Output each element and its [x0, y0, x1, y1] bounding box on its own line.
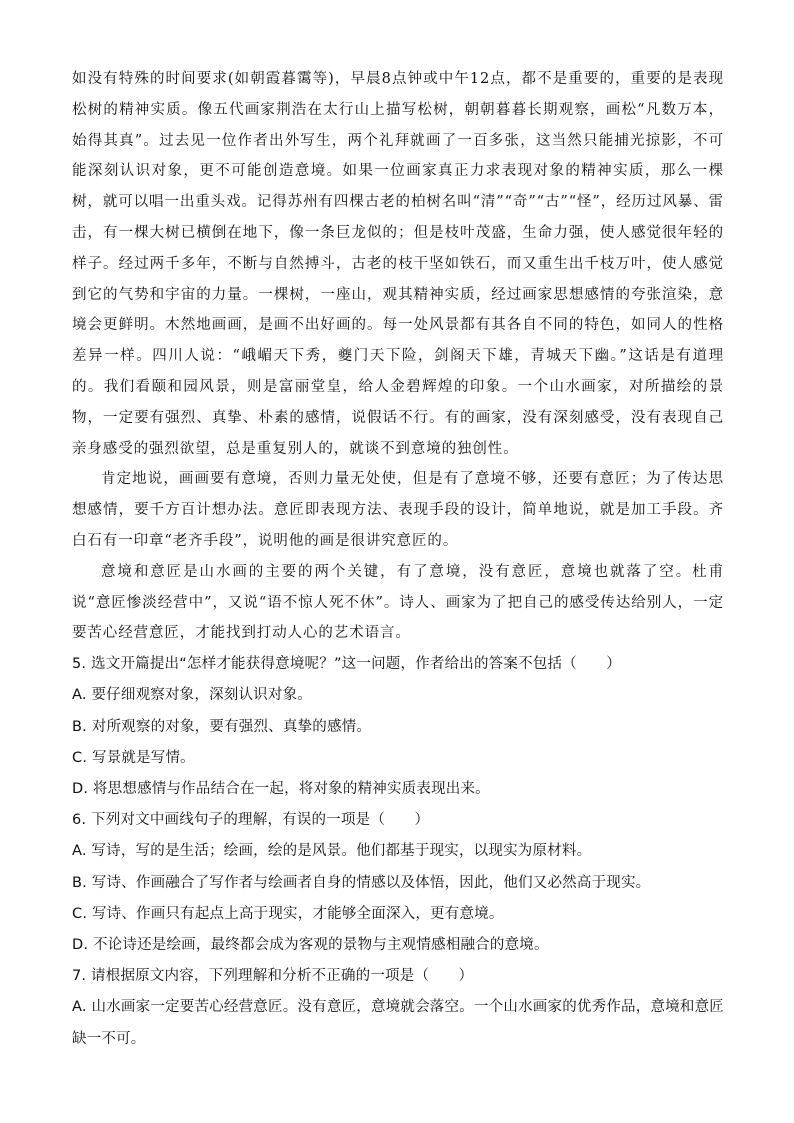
- passage-paragraph-2: 肯定地说，画画要有意境，否则力量无处使，但是有了意境不够，还要有意匠；为了传达思想感情，要千方百计想办法。意匠即表现方法、表现手段的设计，简单地说，就是加工手段。齐白石有一印章“老齐手段”，说明他的画是很讲究意匠的。: [72, 471, 724, 549]
- question-5: [72, 649, 724, 805]
- question-7: [72, 961, 724, 1055]
- passage-paragraph-1: 如没有特殊的时间要求(如朝霞暮霭等)，早晨8点钟或中午12点，都不是重要的，重要的是表现松树的精神实质。像五代画家荆浩在太行山上描写松树，朝朝暮暮长期观察，画松“凡数万本，始得其真”。过去见一位作者出外写生，两个礼拜就画了一百多张，这当然只能捕光掠影，不可能深刻认识对象，更不可能创造意境。如果一位画家真正力求表现对象的精神实质，那么一棵树，就可以唱一出重头戏。记得苏州有四棵古老的柏树名叫“清”“奇”“古”“怪”，经历过风暴、雷击，有一棵大树已横倒在地下，像一条巨龙似的；但是枝叶茂盛，生命力强，使人感觉很年轻的样子。经过两千多年，不断与自然搏斗，古老的枝干坚如铁石，而又重生出千枝万叶，使人感觉到它的气势和宇宙的力量。一棵树，一座山，观其精神实质，经过画家思想感情的夸张渲染，意境会更鲜明。木然地画画，是画不出好画的。每一处风景都有其各自不同的特色，如同人的性格差异一样。四川人说：“峨嵋天下秀，夔门天下险，剑阁天下雄，青城天下幽。”这话是有道理的。我们看颐和园风景，则是富丽堂皇，给人金碧辉煌的印象。一个山水画家，对所描绘的景物，一定要有强烈、真挚、朴素的感情，说假话不行。有的画家，没有深刻感受，没有表现自己亲身感受的强烈欲望，总是重复别人的，就谈不到意境的独创性。: [72, 71, 724, 457]
- option-b: B. 对所观察的对象，要有强烈、真挚的感情。: [72, 718, 372, 735]
- question-6: [72, 805, 724, 961]
- question-stem: 6. 下列对文中画线句子的理解，有误的一项是（ ）: [72, 812, 430, 829]
- option-d: D. 将思想感情与作品结合在一起，将对象的精神实质表现出来。: [72, 780, 490, 797]
- option-c: C. 写诗、作画只有起点上高于现实，才能够全面深入，更有意境。: [72, 905, 504, 922]
- question-list: [72, 649, 724, 1055]
- option-a: A. 要仔细观察对象，深刻认识对象。: [72, 687, 312, 704]
- option-d: D. 不论诗还是绘画，最终都会成为客观的景物与主观情感相融合的意境。: [72, 936, 549, 953]
- option-b: B. 写诗、作画融合了写作者与绘画者自身的情感以及体悟，因此，他们又必然高于现实。: [72, 874, 651, 891]
- question-stem: 7. 请根据原文内容，下列理解和分析不正确的一项是（ ）: [72, 968, 474, 985]
- option-a: A. 山水画家一定要苦心经营意匠。没有意匠，意境就会落空。一个山水画家的优秀作品，意境和意匠缺一不可。: [72, 999, 724, 1047]
- option-a: A. 写诗，写的是生活；绘画，绘的是风景。他们都基于现实，以现实为原材料。: [72, 843, 592, 860]
- document-page: [72, 64, 724, 1055]
- passage-paragraph-3: 意境和意匠是山水画的主要的两个关键，有了意境，没有意匠，意境也就落了空。杜甫说“意匠惨淡经营中”，又说“语不惊人死不休”。诗人、画家为了把自己的感受传达给别人，一定要苦心经营意匠，才能找到打动人心的艺术语言。: [72, 563, 724, 642]
- reading-passage: [72, 64, 724, 649]
- option-c: C. 写景就是写情。: [72, 749, 195, 766]
- question-stem: 5. 选文开篇提出“怎样才能获得意境呢？”这一问题，作者给出的答案不包括（ ）: [72, 656, 621, 673]
